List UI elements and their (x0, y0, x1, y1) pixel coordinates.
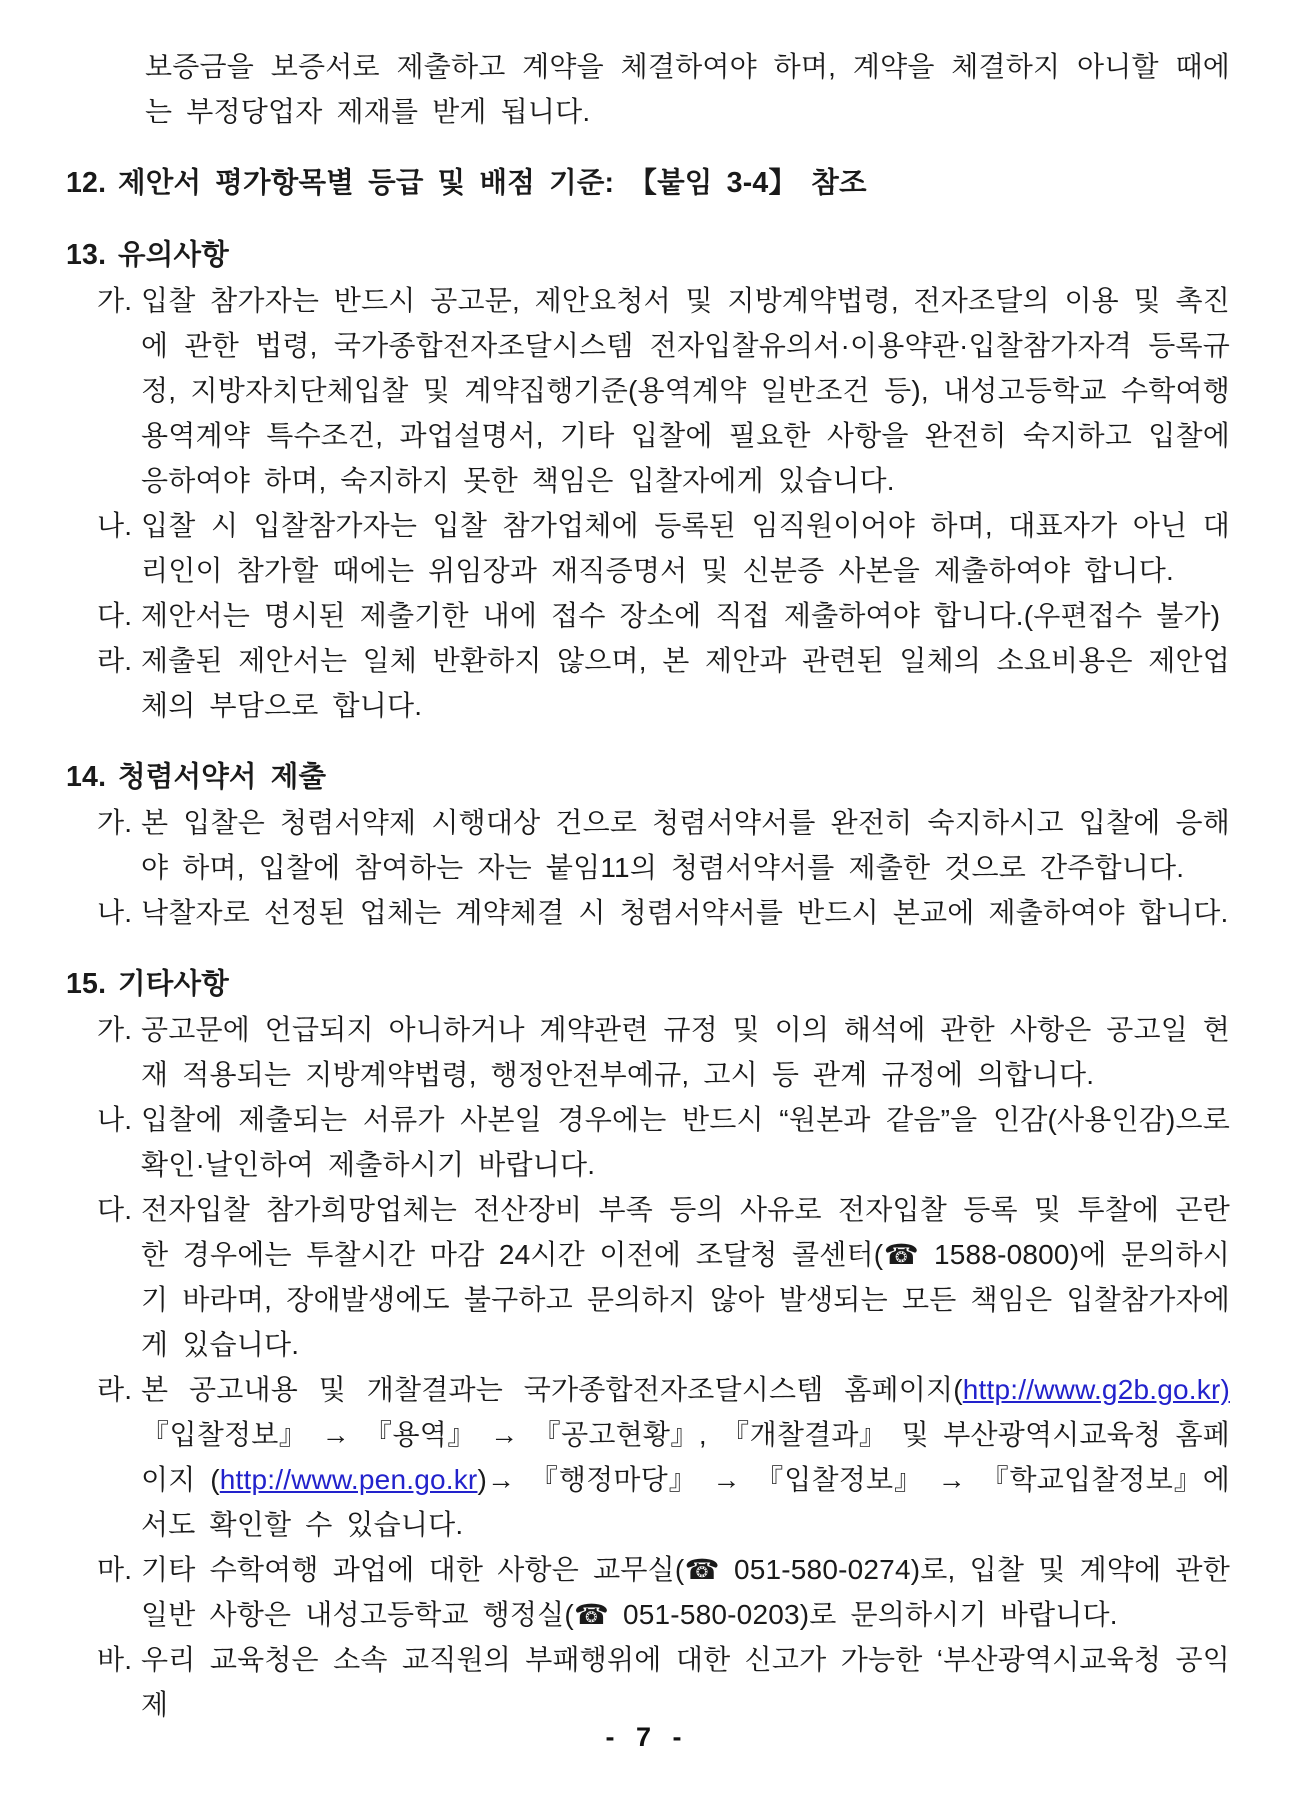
telephone-icon: ☎ (573, 1598, 610, 1631)
item-marker: 바. (97, 1644, 133, 1675)
text-run: 『입찰정보』 → 『용역』 → 『공고현황』, 『개찰결과』 및 부산광역시교육청 홈페이지 ( (141, 1419, 1230, 1495)
section-number: 13. (66, 239, 107, 271)
list-item (97, 1097, 1230, 1187)
item-text (141, 1097, 1230, 1187)
page-number: - 7 - (605, 1722, 685, 1752)
item-marker: 가. (97, 1014, 133, 1045)
item-text (141, 800, 1230, 890)
document-body (0, 160, 1290, 1727)
list-item (97, 1007, 1230, 1097)
item-text (141, 1637, 1230, 1727)
list-item (97, 890, 1230, 935)
list-item (97, 800, 1230, 890)
telephone-icon: ☎ (883, 1238, 920, 1271)
text-run: 제출된 제안서는 일체 반환하지 않으며, 본 제안과 관련된 일체의 소요비용은 제안업체의 부담으로 합니다. (141, 645, 1230, 721)
item-text (141, 1007, 1230, 1097)
item-marker: 나. (97, 510, 133, 541)
section-header (66, 754, 1230, 800)
section-title: 청렴서약서 제출 (118, 761, 327, 793)
item-text (141, 1547, 1230, 1637)
section-title: 제안서 평가항목별 등급 및 배점 기준: 【붙임 3-4】 참조 (118, 167, 867, 199)
section-12 (0, 160, 1290, 206)
section-title: 유의사항 (118, 239, 229, 271)
item-text (141, 638, 1230, 728)
text-run: 낙찰자로 선정된 업체는 계약체결 시 청렴서약서를 반드시 본교에 제출하여야 합니다. (141, 897, 1229, 928)
section-number: 15. (66, 968, 107, 1000)
item-text (141, 1187, 1230, 1367)
telephone-icon: ☎ (684, 1553, 720, 1586)
item-text (141, 593, 1230, 638)
section-number: 12. (66, 167, 107, 199)
list-item (97, 593, 1230, 638)
item-text (141, 1367, 1230, 1547)
section-14 (0, 754, 1290, 935)
list-item (97, 278, 1230, 503)
text-run: )→ 『행정마당』 → 『입찰정보』 → 『학교입찰정보』에서도 확인할 수 있습니다. (141, 1464, 1230, 1540)
hyperlink[interactable]: http://www.pen.go.kr (219, 1464, 478, 1495)
text-run: 우리 교육청은 소속 교직원의 부패행위에 대한 신고가 가능한 ‘부산광역시교육청 공익제 (141, 1644, 1230, 1720)
text-run: 전자입찰 참가희망업체는 전산장비 부족 등의 사유로 전자입찰 등록 및 투찰에 곤란한 경우에는 투찰시간 마감 24시간 이전에 조달청 콜센터( (141, 1194, 1230, 1270)
item-marker: 다. (97, 1194, 133, 1225)
text-run: 본 공고내용 및 개찰결과는 국가종합전자조달시스템 홈페이지( (141, 1374, 963, 1405)
section-header (66, 160, 1230, 206)
text-run: 제안서는 명시된 제출기한 내에 접수 장소에 직접 제출하여야 합니다.(우편접수 불가) (141, 600, 1221, 631)
item-marker: 나. (97, 897, 133, 928)
list-item (97, 638, 1230, 728)
section-title: 기타사항 (118, 968, 229, 1000)
text-run: 051-580-0274)로, 입찰 및 계약에 관한 일반 사항은 내성고등학교 행정실( (141, 1554, 1230, 1630)
list-item (97, 1547, 1230, 1637)
item-text (141, 278, 1230, 503)
text-run: 본 입찰은 청렴서약제 시행대상 건으로 청렴서약서를 완전히 숙지하시고 입찰에 응해야 하며, 입찰에 참여하는 자는 붙임11의 청렴서약서를 제출한 것으로 간주합니다. (141, 807, 1230, 883)
text-run: 공고문에 언급되지 아니하거나 계약관련 규정 및 이의 해석에 관한 사항은 공고일 현재 적용되는 지방계약법령, 행정안전부예규, 고시 등 관계 규정에 의합니다. (141, 1014, 1230, 1090)
text-run: 1588-0800)에 문의하시기 바라며, 장애발생에도 불구하고 문의하지 않아 발생되는 모든 책임은 입찰참가자에게 있습니다. (141, 1239, 1230, 1360)
section-15 (0, 961, 1290, 1727)
item-marker: 나. (97, 1104, 133, 1135)
item-text (141, 503, 1230, 593)
list-item (97, 1637, 1230, 1727)
section-header (66, 232, 1230, 278)
item-marker: 라. (97, 645, 133, 676)
text-run: 입찰 시 입찰참가자는 입찰 참가업체에 등록된 임직원이어야 하며, 대표자가 아닌 대리인이 참가할 때에는 위임장과 재직증명서 및 신분증 사본을 제출하여야 합니다. (141, 510, 1230, 586)
item-marker: 가. (97, 807, 133, 838)
list-item (97, 1367, 1230, 1547)
hyperlink[interactable]: http://www.g2b.go.kr) (962, 1374, 1230, 1405)
item-marker: 라. (97, 1374, 133, 1405)
item-marker: 마. (97, 1554, 133, 1585)
list-item (97, 1187, 1230, 1367)
section-header (66, 961, 1230, 1007)
intro-paragraph: 보증금을 보증서로 제출하고 계약을 체결하여야 하며, 계약을 체결하지 아니할 때에는 부정당업자 제재를 받게 됩니다. (145, 51, 1230, 127)
text-run: 입찰에 제출되는 서류가 사본일 경우에는 반드시 “원본과 같음”을 인감(사용인감)으로 확인·날인하여 제출하시기 바랍니다. (141, 1104, 1230, 1180)
list-item (97, 503, 1230, 593)
text-run: 입찰 참가자는 반드시 공고문, 제안요청서 및 지방계약법령, 전자조달의 이용 및 촉진에 관한 법령, 국가종합전자조달시스템 전자입찰유의서·이용약관·입찰참가자격 등록규정, 지방자치단체입찰 및 계약집행기준(용역계약 일반조건 등), 내성고등학교 수학여행 용역계약 특수조건, 과업설명서, 기타 입찰에 필요한 사항을 완전히 숙지하고 입찰에 응하여야 하며, 숙지하지 못한 책임은 입찰자에게 있습니다. (141, 285, 1230, 496)
text-run: 기타 수학여행 과업에 대한 사항은 교무실( (141, 1554, 685, 1585)
item-marker: 다. (97, 600, 133, 631)
section-number: 14. (66, 761, 107, 793)
text-run: 051-580-0203)로 문의하시기 바랍니다. (609, 1599, 1118, 1630)
section-13 (0, 232, 1290, 728)
item-marker: 가. (97, 285, 133, 316)
item-text (141, 890, 1230, 935)
